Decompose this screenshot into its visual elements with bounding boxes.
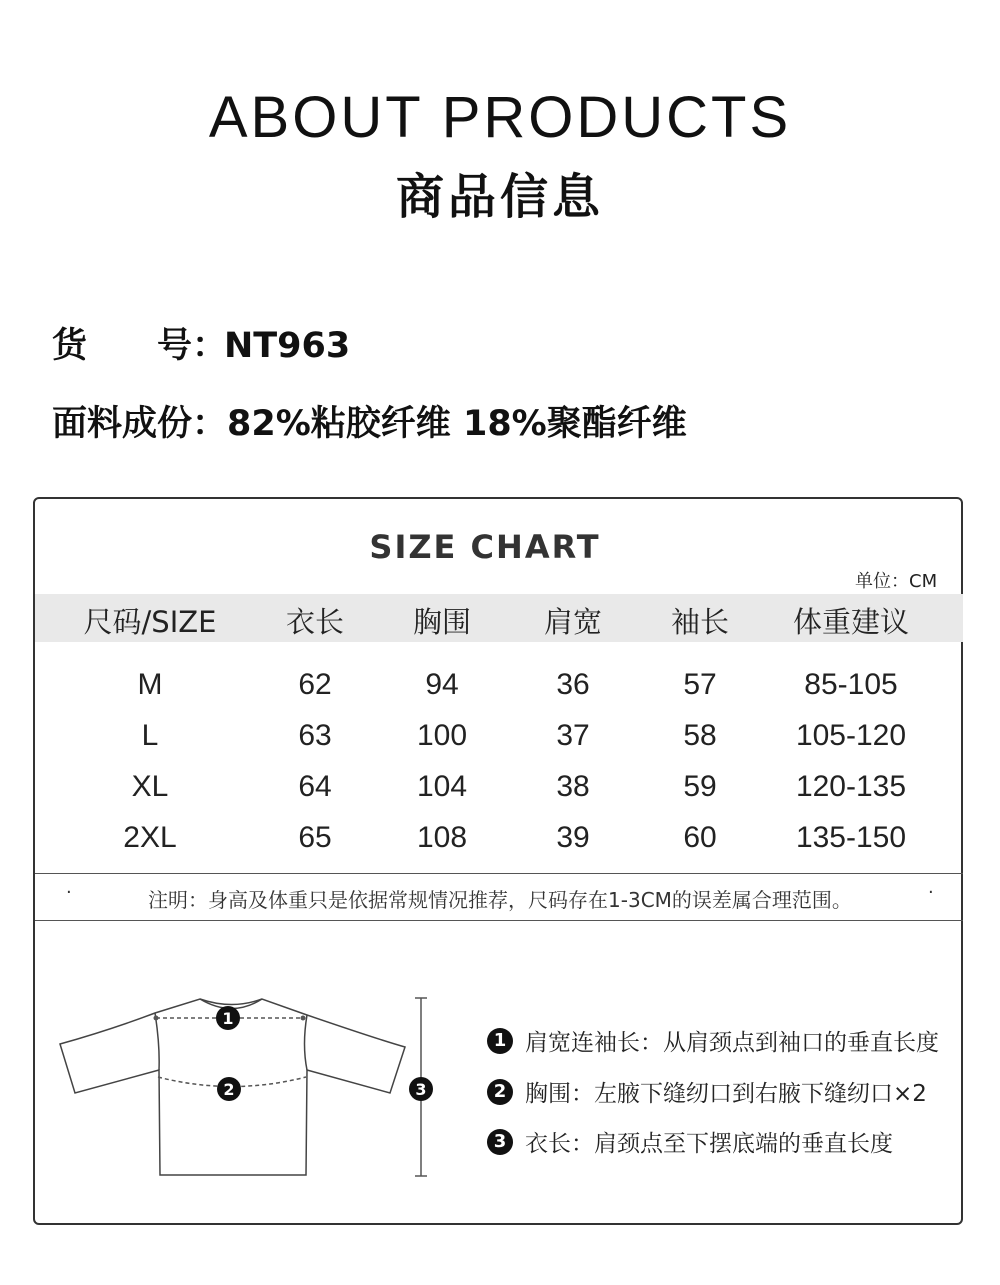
unit-label: 单位：CM	[855, 571, 938, 592]
fabric-label: 面料成份：	[52, 404, 228, 444]
column-header: 衣长	[285, 605, 344, 639]
column-header: 肩宽	[543, 605, 602, 639]
table-cell: 94	[425, 668, 459, 701]
legend-item-chest	[487, 1075, 927, 1108]
marker-1	[216, 1006, 240, 1030]
size-chart-title: SIZE CHART	[369, 528, 601, 566]
size-label-cell: 2XL	[123, 821, 177, 854]
column-header: 尺码/SIZE	[83, 605, 217, 639]
table-cell: 120-135	[795, 770, 907, 803]
table-cell: 63	[298, 719, 332, 752]
table-cell: 37	[556, 719, 590, 752]
size-label-cell: XL	[131, 770, 169, 803]
sku-value: NT963	[224, 326, 351, 366]
legend-badge: 2	[487, 1079, 513, 1105]
fabric-value: 82%粘胶纤维 18%聚酯纤维	[227, 404, 687, 444]
legend-item-shoulder	[487, 1024, 939, 1057]
table-cell: 108	[416, 821, 468, 854]
table-cell: 57	[683, 668, 717, 701]
table-cell: 85-105	[804, 668, 898, 701]
page-title: ABOUT PRODUCTS	[208, 85, 792, 150]
marker-1-label: 1	[222, 1009, 234, 1028]
legend-item-length	[487, 1125, 893, 1158]
table-cell: 58	[683, 719, 717, 752]
marker-3-label: 3	[415, 1080, 427, 1099]
size-label-cell: M	[137, 668, 163, 701]
sku-label: 货 号：	[52, 326, 228, 366]
note-dot-right: ·	[928, 882, 934, 903]
marker-2-label: 2	[223, 1080, 235, 1099]
legend-badge: 1	[487, 1028, 513, 1054]
table-cell: 65	[298, 821, 332, 854]
table-cell: 36	[556, 668, 590, 701]
table-cell: 39	[556, 821, 590, 854]
size-label-cell: L	[141, 719, 159, 752]
table-cell: 38	[556, 770, 590, 803]
table-cell: 62	[298, 668, 332, 701]
table-cell: 135-150	[795, 821, 907, 854]
legend-text: 衣长：肩颈点至下摆底端的垂直长度	[525, 1131, 893, 1157]
column-header: 袖长	[670, 605, 729, 639]
marker-2	[217, 1077, 241, 1101]
marker-3	[409, 1077, 433, 1101]
table-cell: 59	[683, 770, 717, 803]
table-cell: 100	[416, 719, 468, 752]
size-note: 注明：身高及体重只是依据常规情况推荐，尺码存在1-3CM的误差属合理范围。	[148, 888, 852, 912]
column-header: 体重建议	[792, 605, 909, 639]
legend-text: 肩宽连袖长：从肩颈点到袖口的垂直长度	[525, 1030, 939, 1056]
page-subtitle: 商品信息	[395, 169, 604, 225]
table-cell: 104	[416, 770, 468, 803]
table-cell: 60	[683, 821, 717, 854]
note-dot-left: ·	[66, 882, 72, 903]
table-cell: 64	[298, 770, 332, 803]
legend-text: 胸围：左腋下缝纫口到右腋下缝纫口×2	[525, 1081, 927, 1107]
table-cell: 105-120	[795, 719, 907, 752]
column-header: 胸围	[412, 605, 471, 639]
legend-badge: 3	[487, 1129, 513, 1155]
